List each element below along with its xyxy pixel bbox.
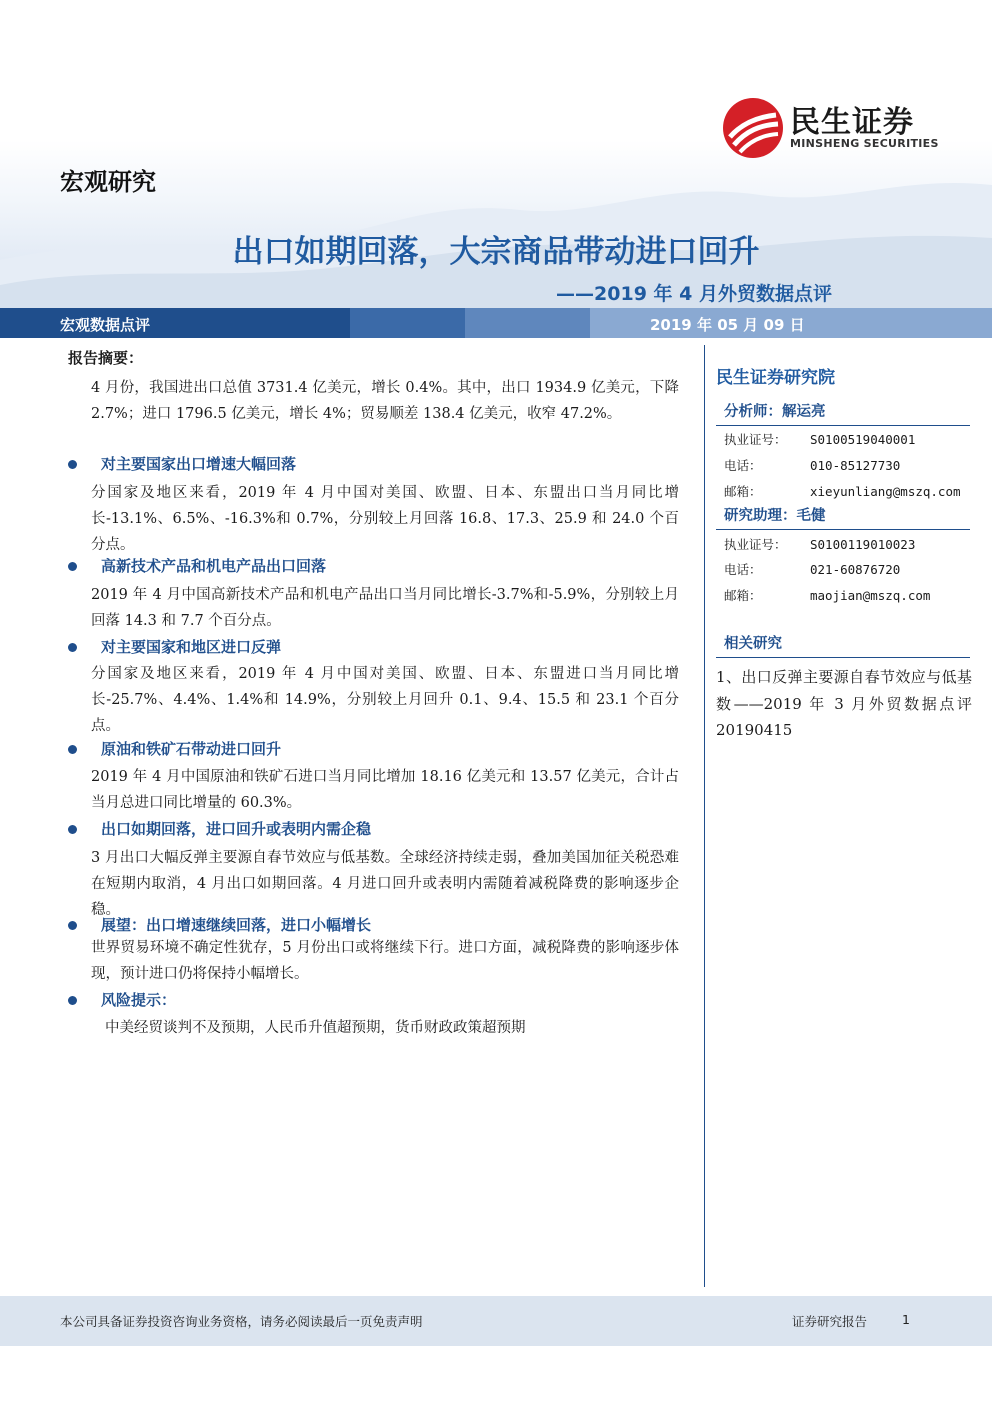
related-heading: 相关研究: [716, 632, 970, 658]
section-text: 分国家及地区来看，2019 年 4 月中国对美国、欧盟、日本、东盟出口当月同比增长-13.1%、6.5%、-16.3%和 0.7%，分别较上月回落 16.8、17.3、25.9 和 24.0 个百分点。: [91, 485, 679, 553]
report-subtitle: ——2019 年 4 月外贸数据点评: [556, 283, 832, 305]
section-title: 原油和铁矿石带动进口回升: [68, 738, 281, 759]
related-report: 1、出口反弹主要源自春节效应与低基数——2019 年 3 月外贸数据点评 20190415: [716, 668, 972, 739]
assistant-heading: 研究助理：毛健: [716, 504, 970, 530]
summary-intro: 4 月份，我国进出口总值 3731.4 亿美元，增长 0.4%。其中，出口 1934.9 亿美元，下降 2.7%；进口 1796.5 亿美元，增长 4%；贸易顺差 138.4 亿美元，收窄 47.2%。: [91, 380, 679, 422]
analyst-license: 执业证号： S0100519040001: [724, 432, 916, 447]
band-category: 宏观数据点评: [60, 316, 151, 334]
report-date: 2019 年 05 月 09 日: [650, 316, 805, 334]
section-text: 3 月出口大幅反弹主要源自春节效应与低基数。全球经济持续走弱，叠加美国加征关税恐难在短期内取消，4 月出口如期回落。4 月进口回升或表明内需随着减税降费的影响逐步企稳。: [91, 850, 679, 918]
assistant-phone: 电话： 021-60876720: [724, 562, 901, 577]
analyst-email: 邮箱： xieyunliang@mszq.com: [724, 484, 961, 499]
section-title: 对主要国家出口增速大幅回落: [68, 453, 296, 474]
report-title: 出口如期回落，大宗商品带动进口回升: [232, 234, 760, 270]
section-text: 2019 年 4 月中国原油和铁矿石进口当月同比增加 18.16 亿美元和 13.57 亿美元，合计占当月总进口同比增量的 60.3%。: [91, 769, 679, 811]
section-title: 出口如期回落，进口回升或表明内需企稳: [68, 818, 371, 839]
section-text: 中美经贸谈判不及预期，人民币升值超预期，货币财政政策超预期: [105, 1020, 526, 1036]
company-logo: [722, 97, 947, 157]
institute-name: 民生证券研究院: [716, 368, 835, 388]
section-title: 展望：出口增速继续回落，进口小幅增长: [68, 914, 371, 935]
assistant-license: 执业证号： S0100119010023: [724, 537, 916, 552]
bullet-icon: [68, 745, 77, 754]
section-title: 风险提示：: [68, 989, 176, 1010]
section-label: 宏观研究: [60, 168, 156, 196]
bullet-icon: [68, 825, 77, 834]
assistant-email: 邮箱： maojian@mszq.com: [724, 588, 931, 603]
footer-doc-type: 证券研究报告: [792, 1314, 868, 1329]
bullet-icon: [68, 460, 77, 469]
section-text: 2019 年 4 月中国高新技术产品和机电产品出口当月同比增长-3.7%和-5.9%，分别较上月回落 14.3 和 7.7 个百分点。: [91, 587, 679, 629]
analyst-heading: 分析师：解运亮: [716, 400, 970, 426]
column-divider: [704, 345, 705, 1287]
logo-name: 民生证券: [790, 105, 914, 140]
section-text: 世界贸易环境不确定性犹存，5 月份出口或将继续下行。进口方面，减税降费的影响逐步体现，预计进口仍将保持小幅增长。: [91, 940, 679, 982]
logo-subtitle: MINSHENG SECURITIES: [790, 137, 939, 150]
bullet-icon: [68, 643, 77, 652]
bullet-icon: [68, 996, 77, 1005]
section-title: 对主要国家和地区进口反弹: [68, 636, 281, 657]
bullet-icon: [68, 921, 77, 930]
analyst-phone: 电话： 010-85127730: [724, 458, 901, 473]
minsheng-logo-icon: [722, 97, 784, 159]
footer-disclaimer: 本公司具备证券投资咨询业务资格，请务必阅读最后一页免责声明: [60, 1314, 423, 1329]
section-title: 高新技术产品和机电产品出口回落: [68, 555, 326, 576]
summary-heading: 报告摘要：: [68, 349, 144, 367]
page-footer: [0, 1296, 992, 1346]
bullet-icon: [68, 562, 77, 571]
page-number: 1: [902, 1312, 910, 1327]
section-text: 分国家及地区来看，2019 年 4 月中国对美国、欧盟、日本、东盟进口当月同比增长-25.7%、4.4%、1.4%和 14.9%，分别较上月回升 0.1、9.4、15.5 和 23.1 个百分点。: [91, 666, 679, 734]
